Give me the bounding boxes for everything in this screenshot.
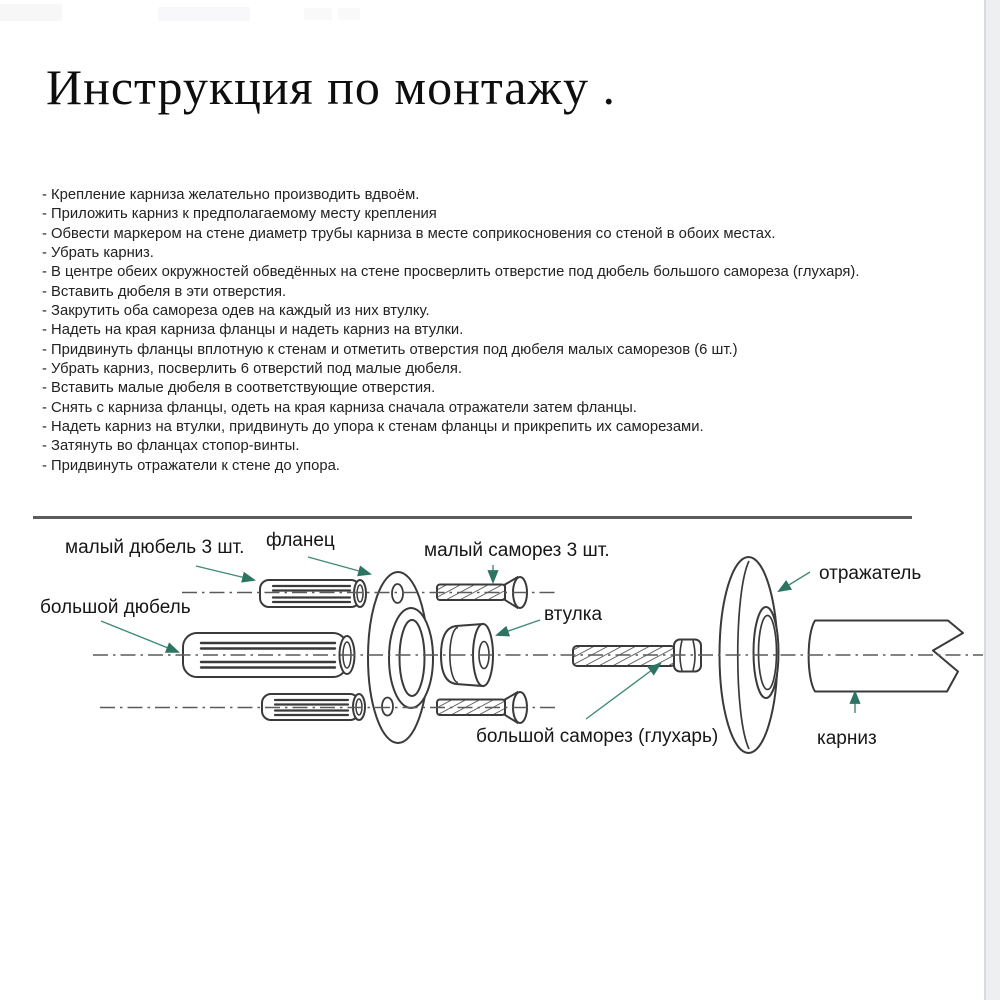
instruction-item: - Снять с карниза фланцы, одеть на края карниза сначала отражатели затем фланцы. — [42, 399, 637, 416]
leader-reflector — [779, 572, 810, 591]
section-divider — [33, 516, 912, 519]
instruction-item: - Крепление карниза желательно производить вдвоём. — [42, 187, 420, 203]
instruction-item: - Вставить малые дюбеля в соответствующие отверстия. — [42, 380, 436, 397]
scan-artifact — [338, 8, 360, 20]
instruction-item: - Обвести маркером на стене диаметр трубы карниза в месте соприкосновения со стеной в обоих местах. — [42, 225, 776, 242]
label-reflector: отражатель — [819, 563, 922, 584]
leader-big-screw — [586, 664, 660, 719]
scan-artifact — [158, 7, 250, 21]
leader-small-dowel — [196, 566, 254, 580]
instruction-list — [42, 186, 962, 476]
leader-flange — [308, 557, 370, 574]
label-small-screw: малый саморез 3 шт. — [424, 540, 610, 561]
instruction-item: - Придвинуть фланцы вплотную к стенам и отметить отверстия под дюбеля малых саморезов (6 шт.) — [42, 341, 738, 358]
small-dowel-top — [260, 580, 366, 607]
assembly-diagram-drawing — [0, 520, 1000, 800]
instruction-item: - В центре обеих окружностей обведённых на стене просверлить отверстие под дюбель большого самореза (глухаря). — [42, 264, 860, 281]
page-edge-strip — [984, 0, 1000, 1000]
label-flange: фланец — [266, 530, 335, 551]
instruction-item: - Надеть на края карниза фланцы и надеть карниз на втулки. — [42, 322, 464, 339]
instruction-item: - Вставить дюбеля в эти отверстия. — [42, 283, 287, 300]
page-title: Инструкция по монтажу . — [46, 59, 617, 115]
scan-artifact — [304, 8, 332, 20]
instruction-item: - Затянуть во фланцах стопор-винты. — [42, 438, 300, 455]
label-bushing: втулка — [544, 604, 603, 625]
cornice-rod — [809, 621, 963, 692]
instruction-item: - Закрутить оба самореза одев на каждый из них втулку. — [42, 303, 430, 320]
instruction-item: - Приложить карниз к предполагаемому месту крепления — [42, 206, 437, 223]
label-cornice: карниз — [817, 728, 877, 749]
label-big-screw: большой саморез (глухарь) — [476, 726, 719, 747]
leader-big-dowel — [101, 621, 178, 652]
leader-bushing — [497, 620, 540, 635]
instruction-item: - Придвинуть отражатели к стене до упора. — [42, 457, 340, 474]
instruction-item: - Убрать карниз. — [42, 245, 154, 262]
scan-artifact — [0, 4, 62, 21]
instruction-item: - Убрать карниз, посверлить 6 отверстий под малые дюбеля. — [42, 361, 463, 378]
label-small-dowel: малый дюбель 3 шт. — [65, 537, 245, 558]
assembly-diagram — [0, 520, 1000, 800]
instruction-item: - Надеть карниз на втулки, придвинуть до упора к стенам фланцы и прикрепить их саморезами. — [42, 419, 704, 436]
flange — [368, 572, 433, 743]
label-big-dowel: большой дюбель — [40, 597, 191, 618]
